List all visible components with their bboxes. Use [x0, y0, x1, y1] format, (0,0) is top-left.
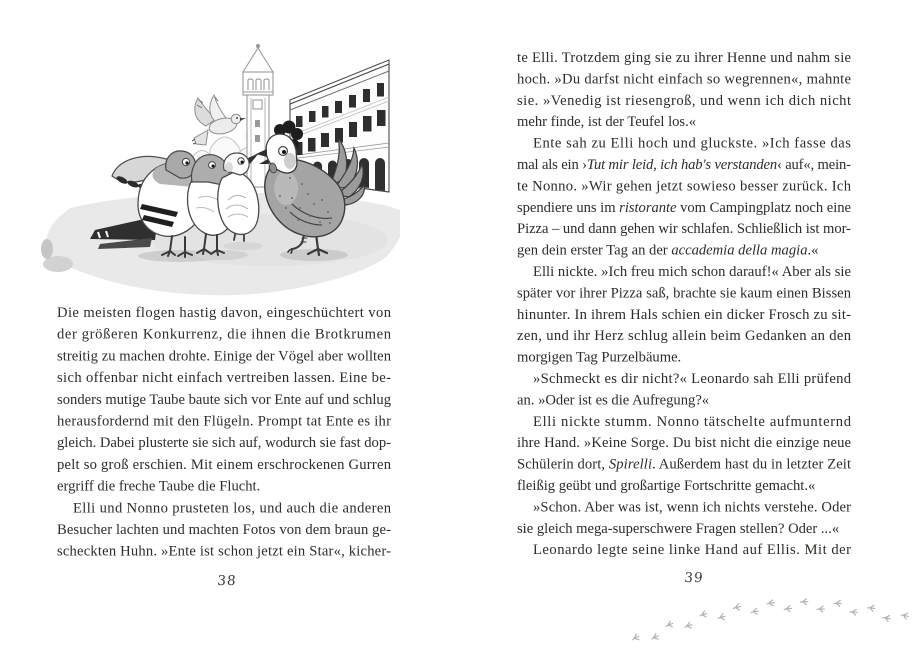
svg-text:mehr finde, ist der Teufel los: mehr finde, ist der Teufel los.«: [517, 114, 697, 131]
svg-text:morgigen Tag Purzelbäume.: morgigen Tag Purzelbäume.: [517, 349, 682, 366]
chicken-footprint-icon: [801, 599, 808, 605]
chicken-footprint-icon: [767, 600, 775, 607]
svg-text:später vor ihrer Pizza saß, br: später vor ihrer Pizza saß, brachte sie kaum einen Bissen: [517, 285, 851, 302]
chicken-footprint-icon: [733, 604, 741, 611]
chicken-footprints-decoration: [600, 593, 913, 648]
svg-text:fleißig geübt und großartige F: fleißig geübt und großartige Fortschritte gemacht.«: [517, 478, 816, 494]
svg-text:Elli und Nonno prusteten los,: Elli und Nonno prusteten los, und auch die anderen: [73, 500, 391, 517]
chicken-footprint-icon: [867, 604, 875, 611]
svg-text:gen dein erster Tag an der acc: gen dein erster Tag an der accademia della magia.«: [517, 242, 819, 259]
venice-illustration: [40, 8, 400, 303]
svg-text:sie gleich mega-superschwere F: sie gleich mega-superschwere Fragen stellen? Oder ...«: [517, 520, 840, 537]
chicken-footprint-icon: [684, 622, 693, 630]
right-page-text: [517, 46, 857, 568]
flying-pigeon-icon: [192, 95, 246, 145]
svg-text:herausfordernd mit den Flügeln: herausfordernd mit den Flügeln. Prompt tat Ente es ihr: [57, 413, 391, 430]
svg-text:Pizza – und dann gehen wir sch: Pizza – und dann gehen wir schlafen. Schließlich ist mor-: [517, 221, 851, 238]
svg-text:Schülerin dort, Spirelli. Auße: Schülerin dort, Spirelli. Außerdem hast du in letzter Zeit: [517, 456, 851, 473]
svg-text:te Nonno. »Wir gehen jetzt sow: te Nonno. »Wir gehen jetzt sowieso besser zurück. Ich: [517, 178, 851, 195]
chicken-footprint-icon: [699, 611, 707, 619]
chicken-footprint-icon: [850, 609, 858, 616]
chicken-footprint-icon: [834, 600, 842, 607]
svg-text:scheckten Huhn. »Ente ist scho: scheckten Huhn. »Ente ist schon jetzt ein Star«, kicher-: [57, 543, 391, 560]
svg-text:Die meisten flogen hastig davo: Die meisten flogen hastig davon, eingeschüchtert von: [57, 305, 391, 321]
left-page-number: 38: [216, 573, 238, 589]
chicken-footprint-icon: [650, 633, 659, 641]
chicken-footprint-icon: [665, 621, 674, 629]
chicken-footprint-icon: [900, 612, 909, 620]
svg-text:»Schon. Aber was ist, wenn ich: »Schon. Aber was ist, wenn ich nichts verstehe. Oder: [533, 499, 851, 516]
svg-text:zen, und ihr Herz schlug allei: zen, und ihr Herz schlug allein beim Gedanken an den: [517, 328, 851, 345]
svg-text:ergriff die freche Taube die F: ergriff die freche Taube die Flucht.: [57, 478, 261, 495]
svg-text:hoch. »Du darfst nicht einfach: hoch. »Du darfst nicht einfach so wegrennen«, mahnte: [517, 71, 851, 88]
chicken-footprint-icon: [784, 606, 791, 612]
svg-text:streitig zu machen drohte. Ein: streitig zu machen drohte. Einige der Vögel aber wollten: [57, 348, 391, 365]
svg-text:hinunter. In ihrem Hals schien: hinunter. In ihrem Hals schien ein dicker Frosch zu sit-: [517, 306, 851, 323]
right-page-number: 39: [683, 570, 705, 586]
svg-text:ihre Hand. »Keine Sorge. Du bi: ihre Hand. »Keine Sorge. Du bist nicht die einzige neue: [517, 435, 851, 452]
svg-text:an. »Oder ist es die Aufregung: an. »Oder ist es die Aufregung?«: [517, 392, 710, 409]
svg-text:sich offenbar nicht einfach ve: sich offenbar nicht einfach vertreiben lassen. Eine be-: [57, 370, 391, 387]
svg-text:sonders mutige Taube baute sic: sonders mutige Taube baute sich vor Ente auf und schlug: [57, 391, 391, 408]
svg-text:Besucher lachten und machten F: Besucher lachten und machten Fotos von dem braun ge-: [57, 522, 391, 538]
svg-text:sie. »Venedig ist riesengroß,: sie. »Venedig ist riesengroß, und wenn ich dich nicht: [517, 92, 851, 109]
svg-text:te Elli. Trotzdem ging sie zu: te Elli. Trotzdem ging sie zu ihrer Henne und nahm sie: [517, 50, 851, 66]
chicken-footprint-icon: [631, 634, 640, 642]
chicken-footprint-icon: [882, 614, 890, 621]
svg-text:gleich. Dabei plusterte sie si: gleich. Dabei plusterte sie sich auf, wodurch sie fast dop-: [57, 435, 391, 452]
svg-text:pelt so groß erschien. Mit ein: pelt so groß erschien. Mit einem erschrockenen Gurren: [57, 456, 391, 473]
svg-text:Leonardo legte seine linke Han: Leonardo legte seine linke Hand auf Ellis. Mit der: [533, 542, 851, 559]
left-page-text: [57, 300, 397, 576]
chicken-footprint-icon: [751, 608, 759, 615]
svg-text:Elli nickte stumm. Nonno tätsc: Elli nickte stumm. Nonno tätschelte aufmunternd: [533, 413, 851, 430]
svg-text:mal als ein ›Tut mir leid, ich: mal als ein ›Tut mir leid, ich hab's verstanden‹ auf«, mein-: [517, 157, 851, 173]
svg-text:»Schmeckt es dir nicht?« Leona: »Schmeckt es dir nicht?« Leonardo sah Elli prüfend: [533, 371, 851, 387]
svg-text:der größeren Konkurrenz, die i: der größeren Konkurrenz, die ihnen die Brotkrumen: [57, 326, 391, 343]
svg-text:Ente sah zu Elli hoch und gluc: Ente sah zu Elli hoch und gluckste. »Ich fasse das: [533, 135, 851, 152]
svg-text:spendiere uns im ristorante vo: spendiere uns im ristorante vom Campingplatz noch eine: [517, 199, 851, 216]
svg-text:Elli nickte. »Ich freu mich sc: Elli nickte. »Ich freu mich schon darauf!« Aber als sie: [533, 264, 851, 280]
chicken-footprint-icon: [717, 613, 725, 620]
chicken-footprint-icon: [817, 606, 824, 612]
